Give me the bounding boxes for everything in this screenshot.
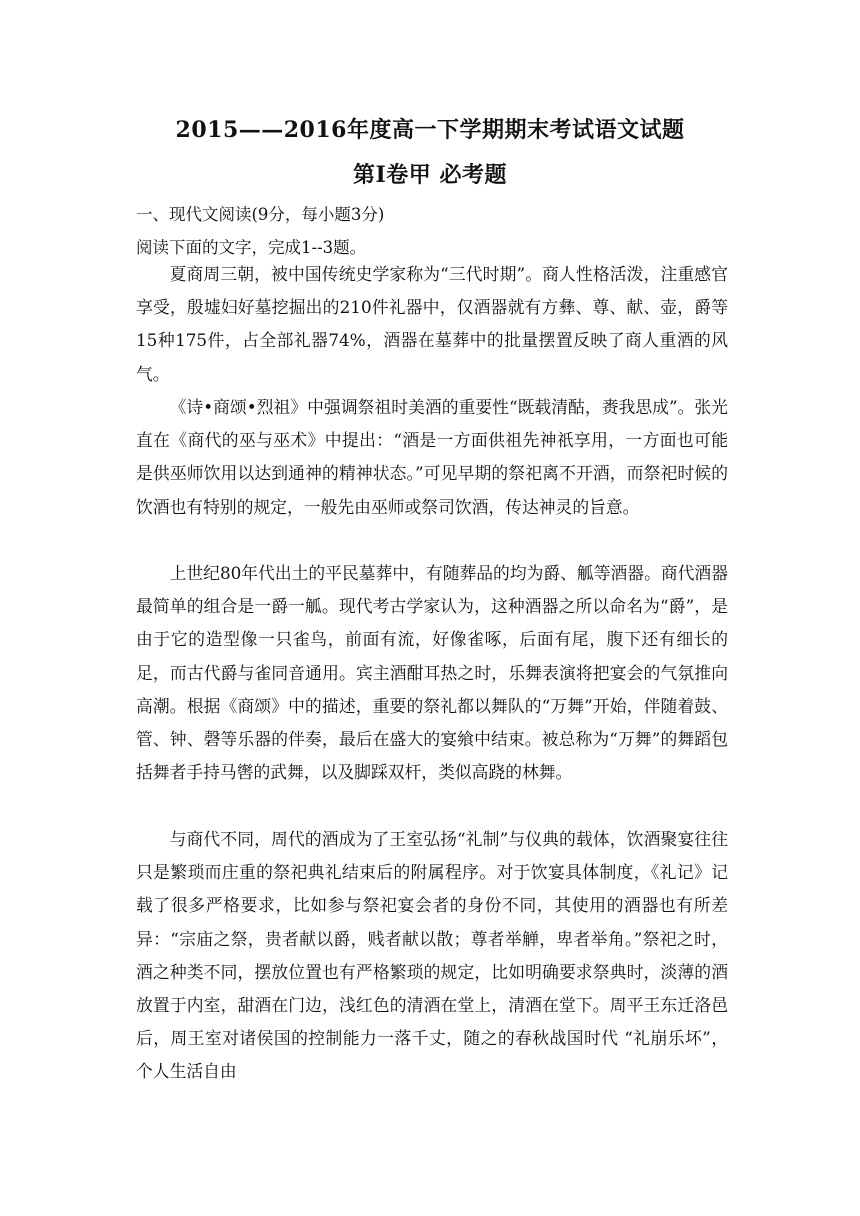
exam-title: 2015——2016年度高一下学期期末考试语文试题 xyxy=(175,117,685,143)
reading-instruction: 阅读下面的文字，完成1--3题。 xyxy=(136,238,367,257)
passage-paragraph-3: 上世纪80年代出土的平民墓葬中，有随葬品的均为爵、觚等酒器。商代酒器最简单的组合是一爵一觚。现代考古学家认为，这种酒器之所以命名为“爵”，是由于它的造型像一只雀鸟，前面有流，好像雀啄，后面有尾，腹下还有细长的足，而古代爵与雀同音通用。宾主酒酣耳热之时，乐舞表演将把宴会的气氛推向高潮。根据《商颂》中的描述，重要的祭礼都以舞队的“万舞”开始，伴随着鼓、管、钟、磬等乐器的伴奏，最后在盛大的宴飨中结束。被总称为“万舞”的舞蹈包括舞者手持马辔的武舞，以及脚踩双杆，类似高跷的林舞。 xyxy=(136,563,728,783)
exam-subtitle: 第Ⅰ卷甲 必考题 xyxy=(353,162,507,188)
passage-paragraph-2: 《诗•商颂•烈祖》中强调祭祖时美酒的重要性“既载清酤，赉我思成”。张光直在《商代的巫与巫术》中提出：“酒是一方面供祖先神祇享用，一方面也可能是供巫师饮用以达到通神的精神状态。”可见早期的祭祀离不开酒，而祭祀时候的饮酒也有特别的规定，一般先由巫师或祭司饮酒，传达神灵的旨意。 xyxy=(136,397,728,517)
passage-paragraph-1: 夏商周三朝，被中国传统史学家称为“三代时期”。商人性格活泼，注重感官享受，殷墟妇好墓挖掘出的210件礼器中，仅酒器就有方彝、尊、献、壶，爵等15种175件，占全部礼器74%，酒器在墓葬中的批量摆置反映了商人重酒的风气。 xyxy=(136,264,728,384)
section-heading: 一、现代文阅读(9分，每小题3分) xyxy=(136,205,385,224)
passage-paragraph-4: 与商代不同，周代的酒成为了王室弘扬“礼制”与仪典的载体，饮酒聚宴往往只是繁琐而庄重的祭祀典礼结束后的附属程序。对于饮宴具体制度，《礼记》记载了很多严格要求，比如参与祭祀宴会者的身份不同，其使用的酒器也有所差异：“宗庙之祭，贵者献以爵，贱者献以散；尊者举觯，卑者举角。”祭祀之时，酒之种类不同，摆放位置也有严格繁琐的规定，比如明确要求祭典时，淡薄的酒放置于内室，甜酒在门边，浅红色的清酒在堂上，清酒在堂下。周平王东迁洛邑后，周王室对诸侯国的控制能力一落千丈，随之的春秋战国时代 “礼崩乐坏”，个人生活自由 xyxy=(136,829,728,1082)
